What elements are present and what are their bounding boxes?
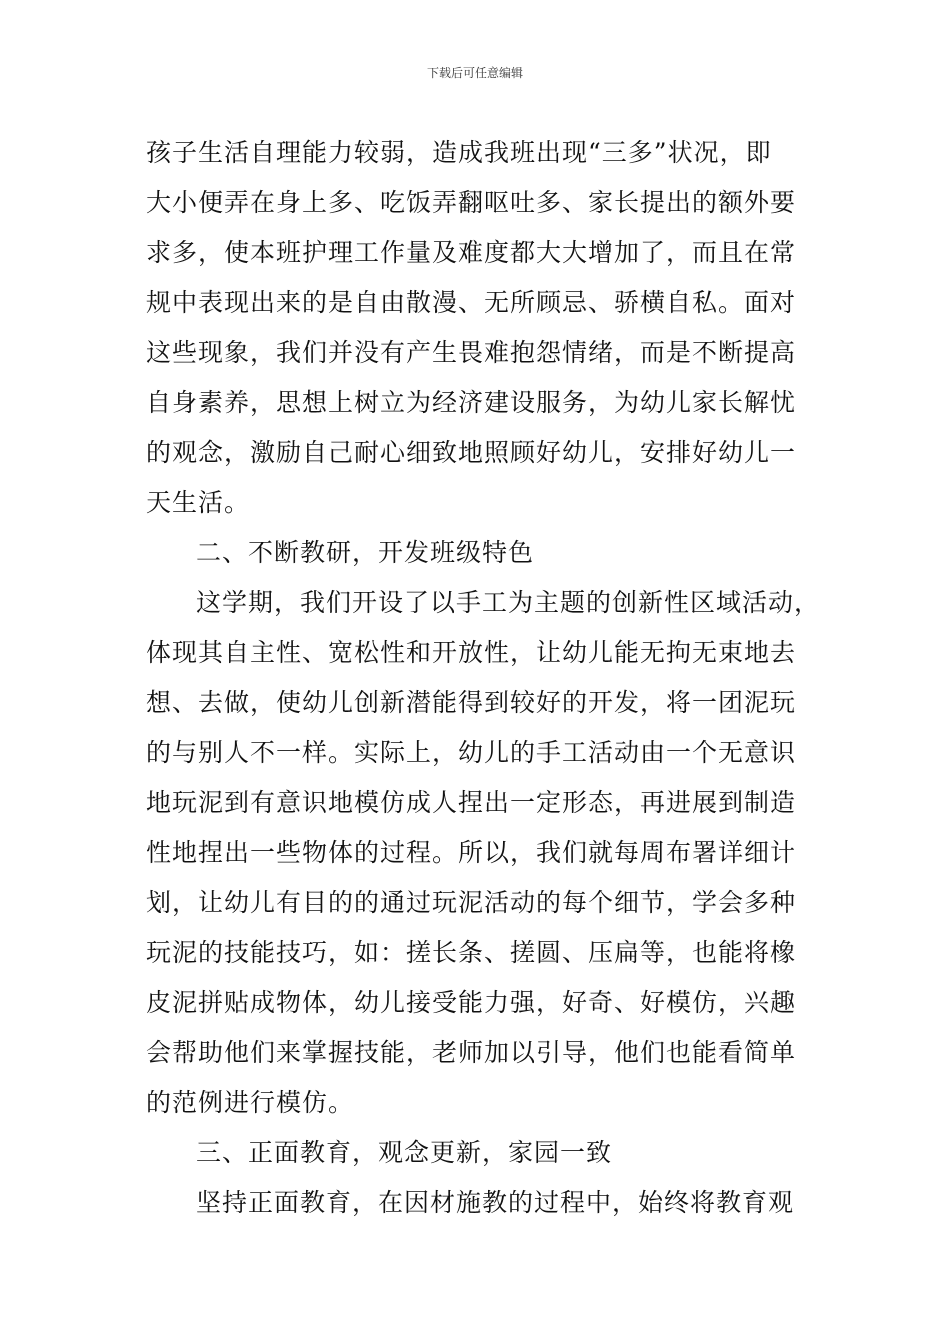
body-line: 皮泥拼贴成物体，幼儿接受能力强，好奇、好模仿，兴趣 — [146, 988, 797, 1017]
body-line: 会帮助他们来掌握技能，老师加以引导，他们也能看简单 — [146, 1038, 797, 1067]
section-heading: 三、正面教育，观念更新，家园一致 — [196, 1138, 613, 1167]
page-header: 下载后可任意编辑 — [426, 66, 523, 80]
body-line: 的与别人不一样。实际上，幼儿的手工活动由一个无意识 — [146, 738, 797, 767]
body-line: 性地捏出一些物体的过程。所以，我们就每周布署详细计 — [146, 838, 797, 867]
document-body — [146, 128, 821, 1228]
body-line: 规中表现出来的是自由散漫、无所顾忌、骄横自私。面对 — [146, 288, 797, 317]
body-line: 的范例进行模仿。 — [146, 1088, 355, 1117]
body-line: 自身素养，思想上树立为经济建设服务，为幼儿家长解忧 — [146, 388, 797, 417]
body-line: 这些现象，我们并没有产生畏难抱怨情绪，而是不断提高 — [146, 338, 797, 367]
body-line: 大小便弄在身上多、吃饭弄翻呕吐多、家长提出的额外要 — [146, 188, 797, 217]
body-line: 求多，使本班护理工作量及难度都大大增加了，而且在常 — [146, 238, 797, 267]
body-line: 坚持正面教育，在因材施教的过程中，始终将教育观 — [196, 1188, 795, 1217]
body-line: 地玩泥到有意识地模仿成人捏出一定形态，再进展到制造 — [146, 788, 797, 817]
body-line: 划，让幼儿有目的的通过玩泥活动的每个细节，学会多种 — [146, 888, 797, 917]
body-line: 的观念，激励自己耐心细致地照顾好幼儿，安排好幼儿一 — [146, 438, 797, 467]
body-line: 想、去做，使幼儿创新潜能得到较好的开发，将一团泥玩 — [146, 688, 797, 717]
section-heading: 二、不断教研，开发班级特色 — [196, 538, 535, 567]
body-line: 这学期，我们开设了以手工为主题的创新性区域活动， — [196, 588, 821, 617]
body-line: 体现其自主性、宽松性和开放性，让幼儿能无拘无束地去 — [146, 638, 797, 667]
body-line: 孩子生活自理能力较弱，造成我班出现“三多”状况，即 — [146, 138, 772, 167]
body-line: 玩泥的技能技巧，如：搓长条、搓圆、压扁等，也能将橡 — [146, 938, 797, 967]
body-line: 天生活。 — [146, 488, 251, 517]
